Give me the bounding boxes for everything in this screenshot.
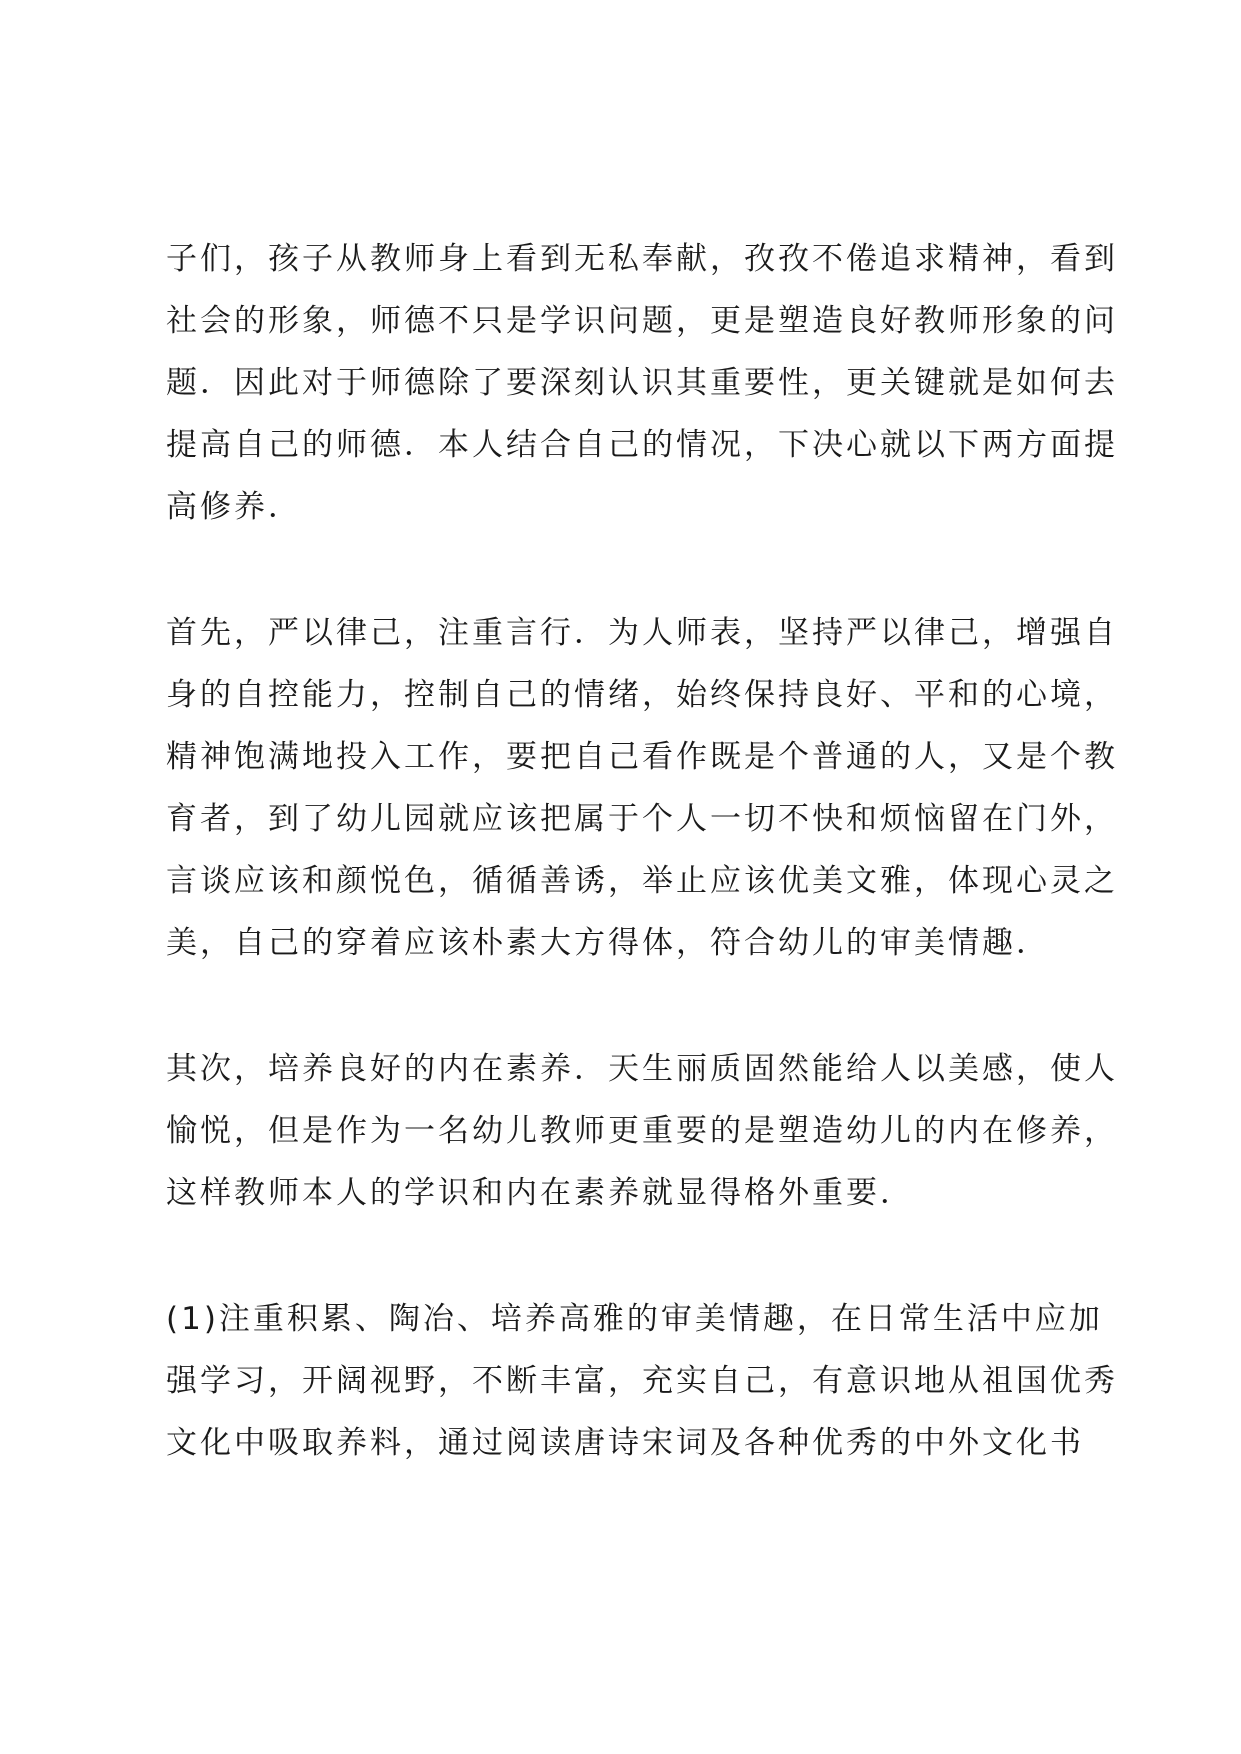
document-body <box>166 228 1118 1474</box>
paragraph <box>166 1288 1118 1474</box>
text-line: 精神饱满地投入工作，要把自己看作既是个普通的人，又是个教 <box>166 739 1118 775</box>
text-line: (1)注重积累、陶冶、培养高雅的审美情趣，在日常生活中应加 <box>166 1301 1103 1337</box>
text-line: 其次，培养良好的内在素养．天生丽质固然能给人以美感，使人 <box>166 1051 1118 1087</box>
paragraph <box>166 228 1118 538</box>
text-line: 题．因此对于师德除了要深刻认识其重要性，更关键就是如何去 <box>166 365 1118 401</box>
text-line: 这样教师本人的学识和内在素养就显得格外重要． <box>166 1175 914 1211</box>
paragraph <box>166 1038 1118 1224</box>
text-line: 子们，孩子从教师身上看到无私奉献，孜孜不倦追求精神，看到 <box>166 241 1118 277</box>
text-line: 文化中吸取养料，通过阅读唐诗宋词及各种优秀的中外文化书 <box>166 1425 1084 1461</box>
text-line: 言谈应该和颜悦色，循循善诱，举止应该优美文雅，体现心灵之 <box>166 863 1118 899</box>
text-line: 身的自控能力，控制自己的情绪，始终保持良好、平和的心境， <box>166 677 1118 713</box>
text-line: 社会的形象，师德不只是学识问题，更是塑造良好教师形象的问 <box>166 303 1118 339</box>
paragraph <box>166 602 1118 974</box>
text-line: 提高自己的师德．本人结合自己的情况，下决心就以下两方面提 <box>166 427 1118 463</box>
text-line: 首先，严以律己，注重言行．为人师表，坚持严以律己，增强自 <box>166 615 1118 651</box>
text-line: 高修养． <box>166 489 302 525</box>
text-line: 育者，到了幼儿园就应该把属于个人一切不快和烦恼留在门外， <box>166 801 1118 837</box>
text-line: 美，自己的穿着应该朴素大方得体，符合幼儿的审美情趣． <box>166 925 1050 961</box>
text-line: 愉悦，但是作为一名幼儿教师更重要的是塑造幼儿的内在修养， <box>166 1113 1118 1149</box>
text-line: 强学习，开阔视野，不断丰富，充实自己，有意识地从祖国优秀 <box>166 1363 1118 1399</box>
